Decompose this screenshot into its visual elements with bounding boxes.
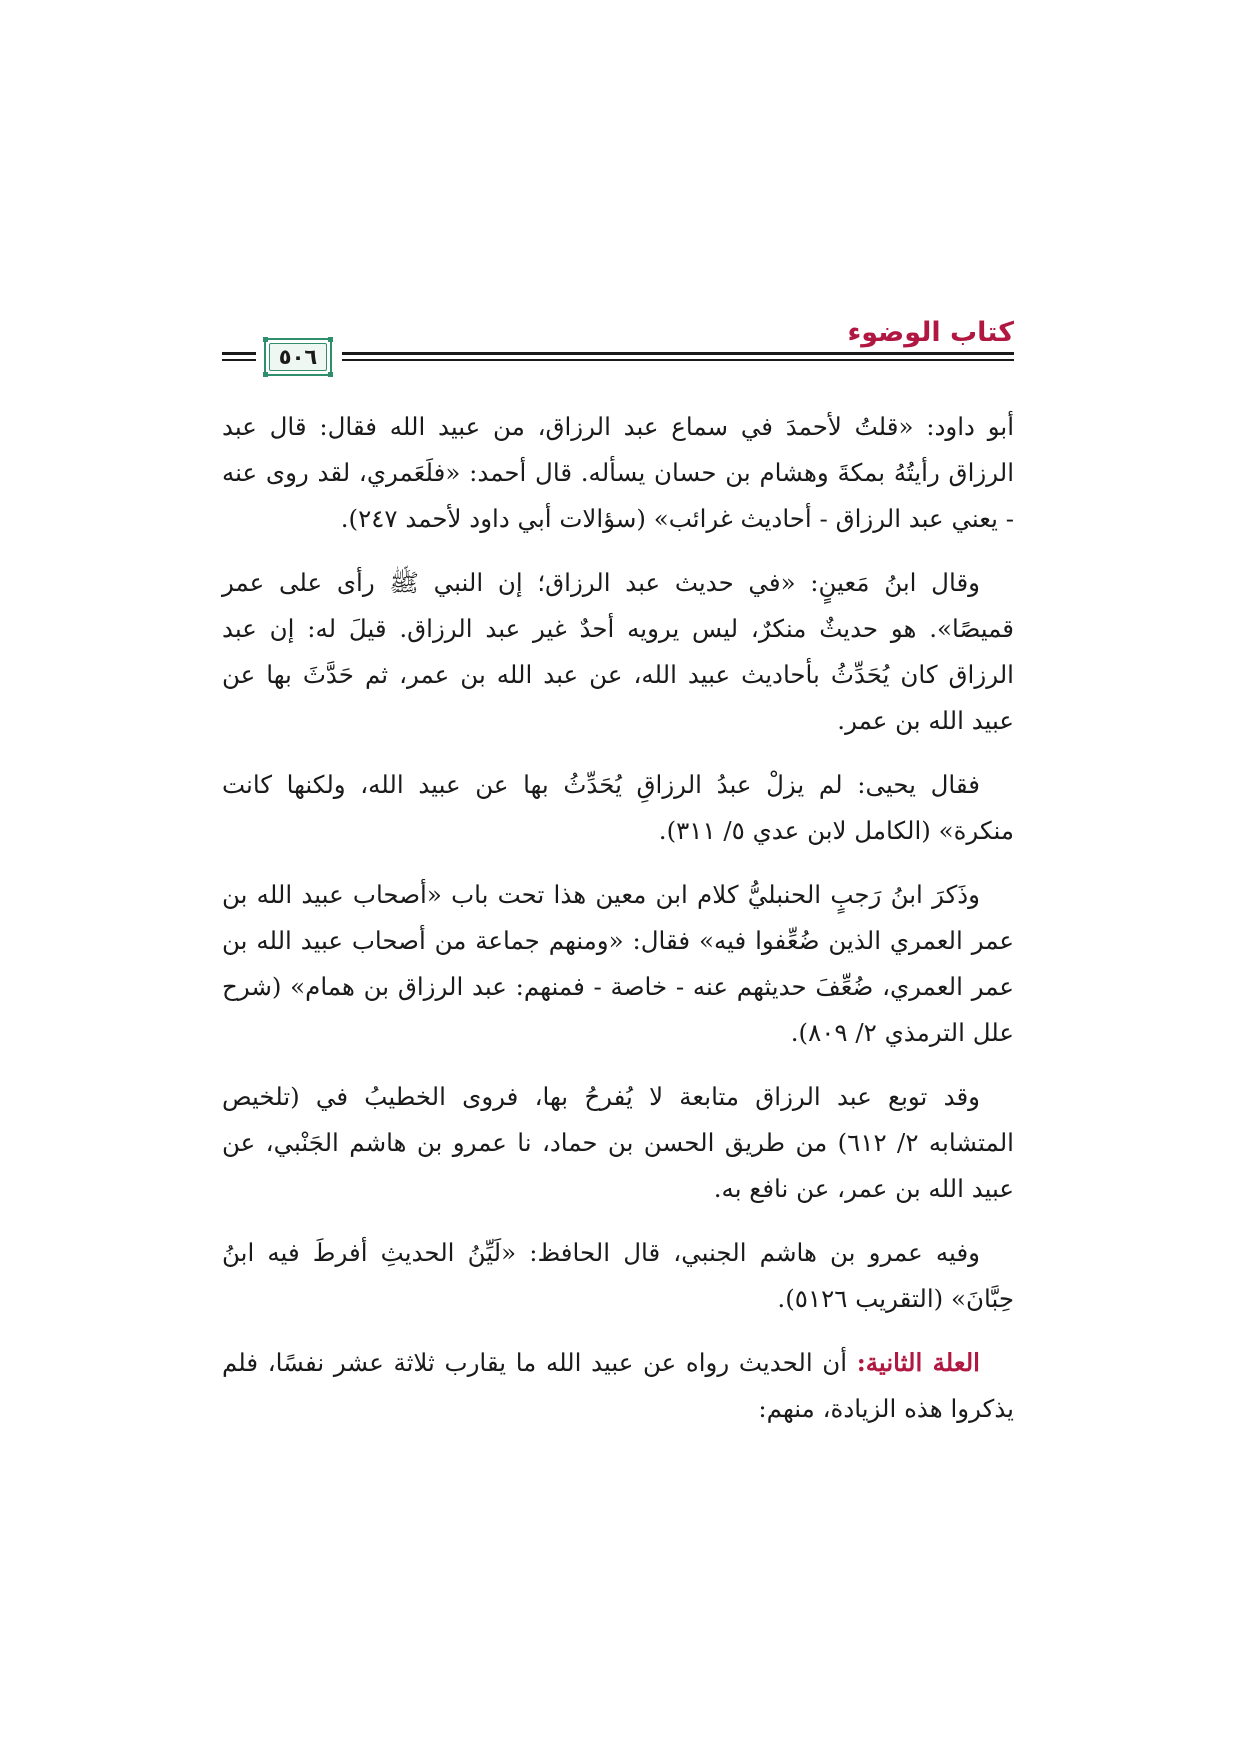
second-defect-label: العلة الثانية: [856, 1348, 980, 1377]
header-rule-left [222, 352, 256, 355]
paragraph: وفيه عمرو بن هاشم الجنبي، قال الحافظ: «لَيِّنُ الحديثِ أفرطَ فيه ابنُ حِبَّانَ» (التقريب ٥١٢٦). [222, 1238, 1014, 1313]
paragraph: وقال ابنُ مَعينٍ: «في حديث عبد الرزاق؛ إن النبي ﷺ رأى على عمر قميصًا». هو حديثٌ منكرٌ، ليس يرويه أحدٌ غير عبد الرزاق. قيلَ له: إن عبد الرزاق كان يُحَدِّثُ بأحاديث عبيد الله، عن عبد الله بن عمر، ثم حَدَّثَ بها عن عبيد الله بن عمر. [222, 568, 1014, 735]
ornament-corner-icon [328, 372, 333, 377]
paragraph: أبو داود: «قلتُ لأحمدَ في سماع عبد الرزاق، من عبيد الله فقال: قال عبد الرزاق رأيتُهُ بمكةَ وهشام بن حسان يسأله. قال أحمد: «فلَعَمري، لقد روى عنه - يعني عبد الرزاق - أحاديث غرائب» (سؤالات أبي داود لأحمد ٢٤٧). [222, 412, 1014, 533]
header-rule-right-thin [342, 359, 1014, 361]
page-number-frame [264, 338, 332, 376]
paragraph: فقال يحيى: لم يزلْ عبدُ الرزاقِ يُحَدِّثُ بها عن عبيد الله، ولكنها كانت منكرة» (الكامل لابن عدي ٥/ ٣١١). [222, 770, 1014, 845]
book-title: كتاب الوضوء [847, 317, 1014, 348]
paragraph: وذَكرَ ابنُ رَجبٍ الحنبليُّ كلام ابن معين هذا تحت باب «أصحاب عبيد الله بن عمر العمري الذين ضُعِّفوا فيه» فقال: «ومنهم جماعة من أصحاب عبيد الله بن عمر العمري، ضُعِّفَ حديثهم عنه - خاصة - فمنهم: عبد الرزاق بن همام» (شرح علل الترمذي ٢/ ٨٠٩). [222, 880, 1014, 1047]
page-number: ٥٠٦ [278, 345, 318, 369]
ornament-corner-icon [328, 337, 333, 342]
header-rule-right [342, 352, 1014, 355]
second-defect-text: أن الحديث رواه عن عبيد الله ما يقارب ثلاثة عشر نفسًا، فلم يذكروا هذه الزيادة، منهم: [222, 1348, 1014, 1423]
page-body [222, 404, 1014, 1450]
paragraph-second-defect [222, 1340, 1014, 1432]
paragraph: وقد توبع عبد الرزاق متابعة لا يُفرحُ بها، فروى الخطيبُ في (تلخيص المتشابه ٢/ ٦١٢) من طريق الحسن بن حماد، نا عمرو بن هاشم الجَنْبي، عن عبيد الله بن عمر، عن نافع به. [222, 1082, 1014, 1203]
page-header [222, 318, 1014, 378]
header-rule-left-thin [222, 359, 256, 361]
ornament-corner-icon [263, 337, 268, 342]
ornament-corner-icon [263, 372, 268, 377]
